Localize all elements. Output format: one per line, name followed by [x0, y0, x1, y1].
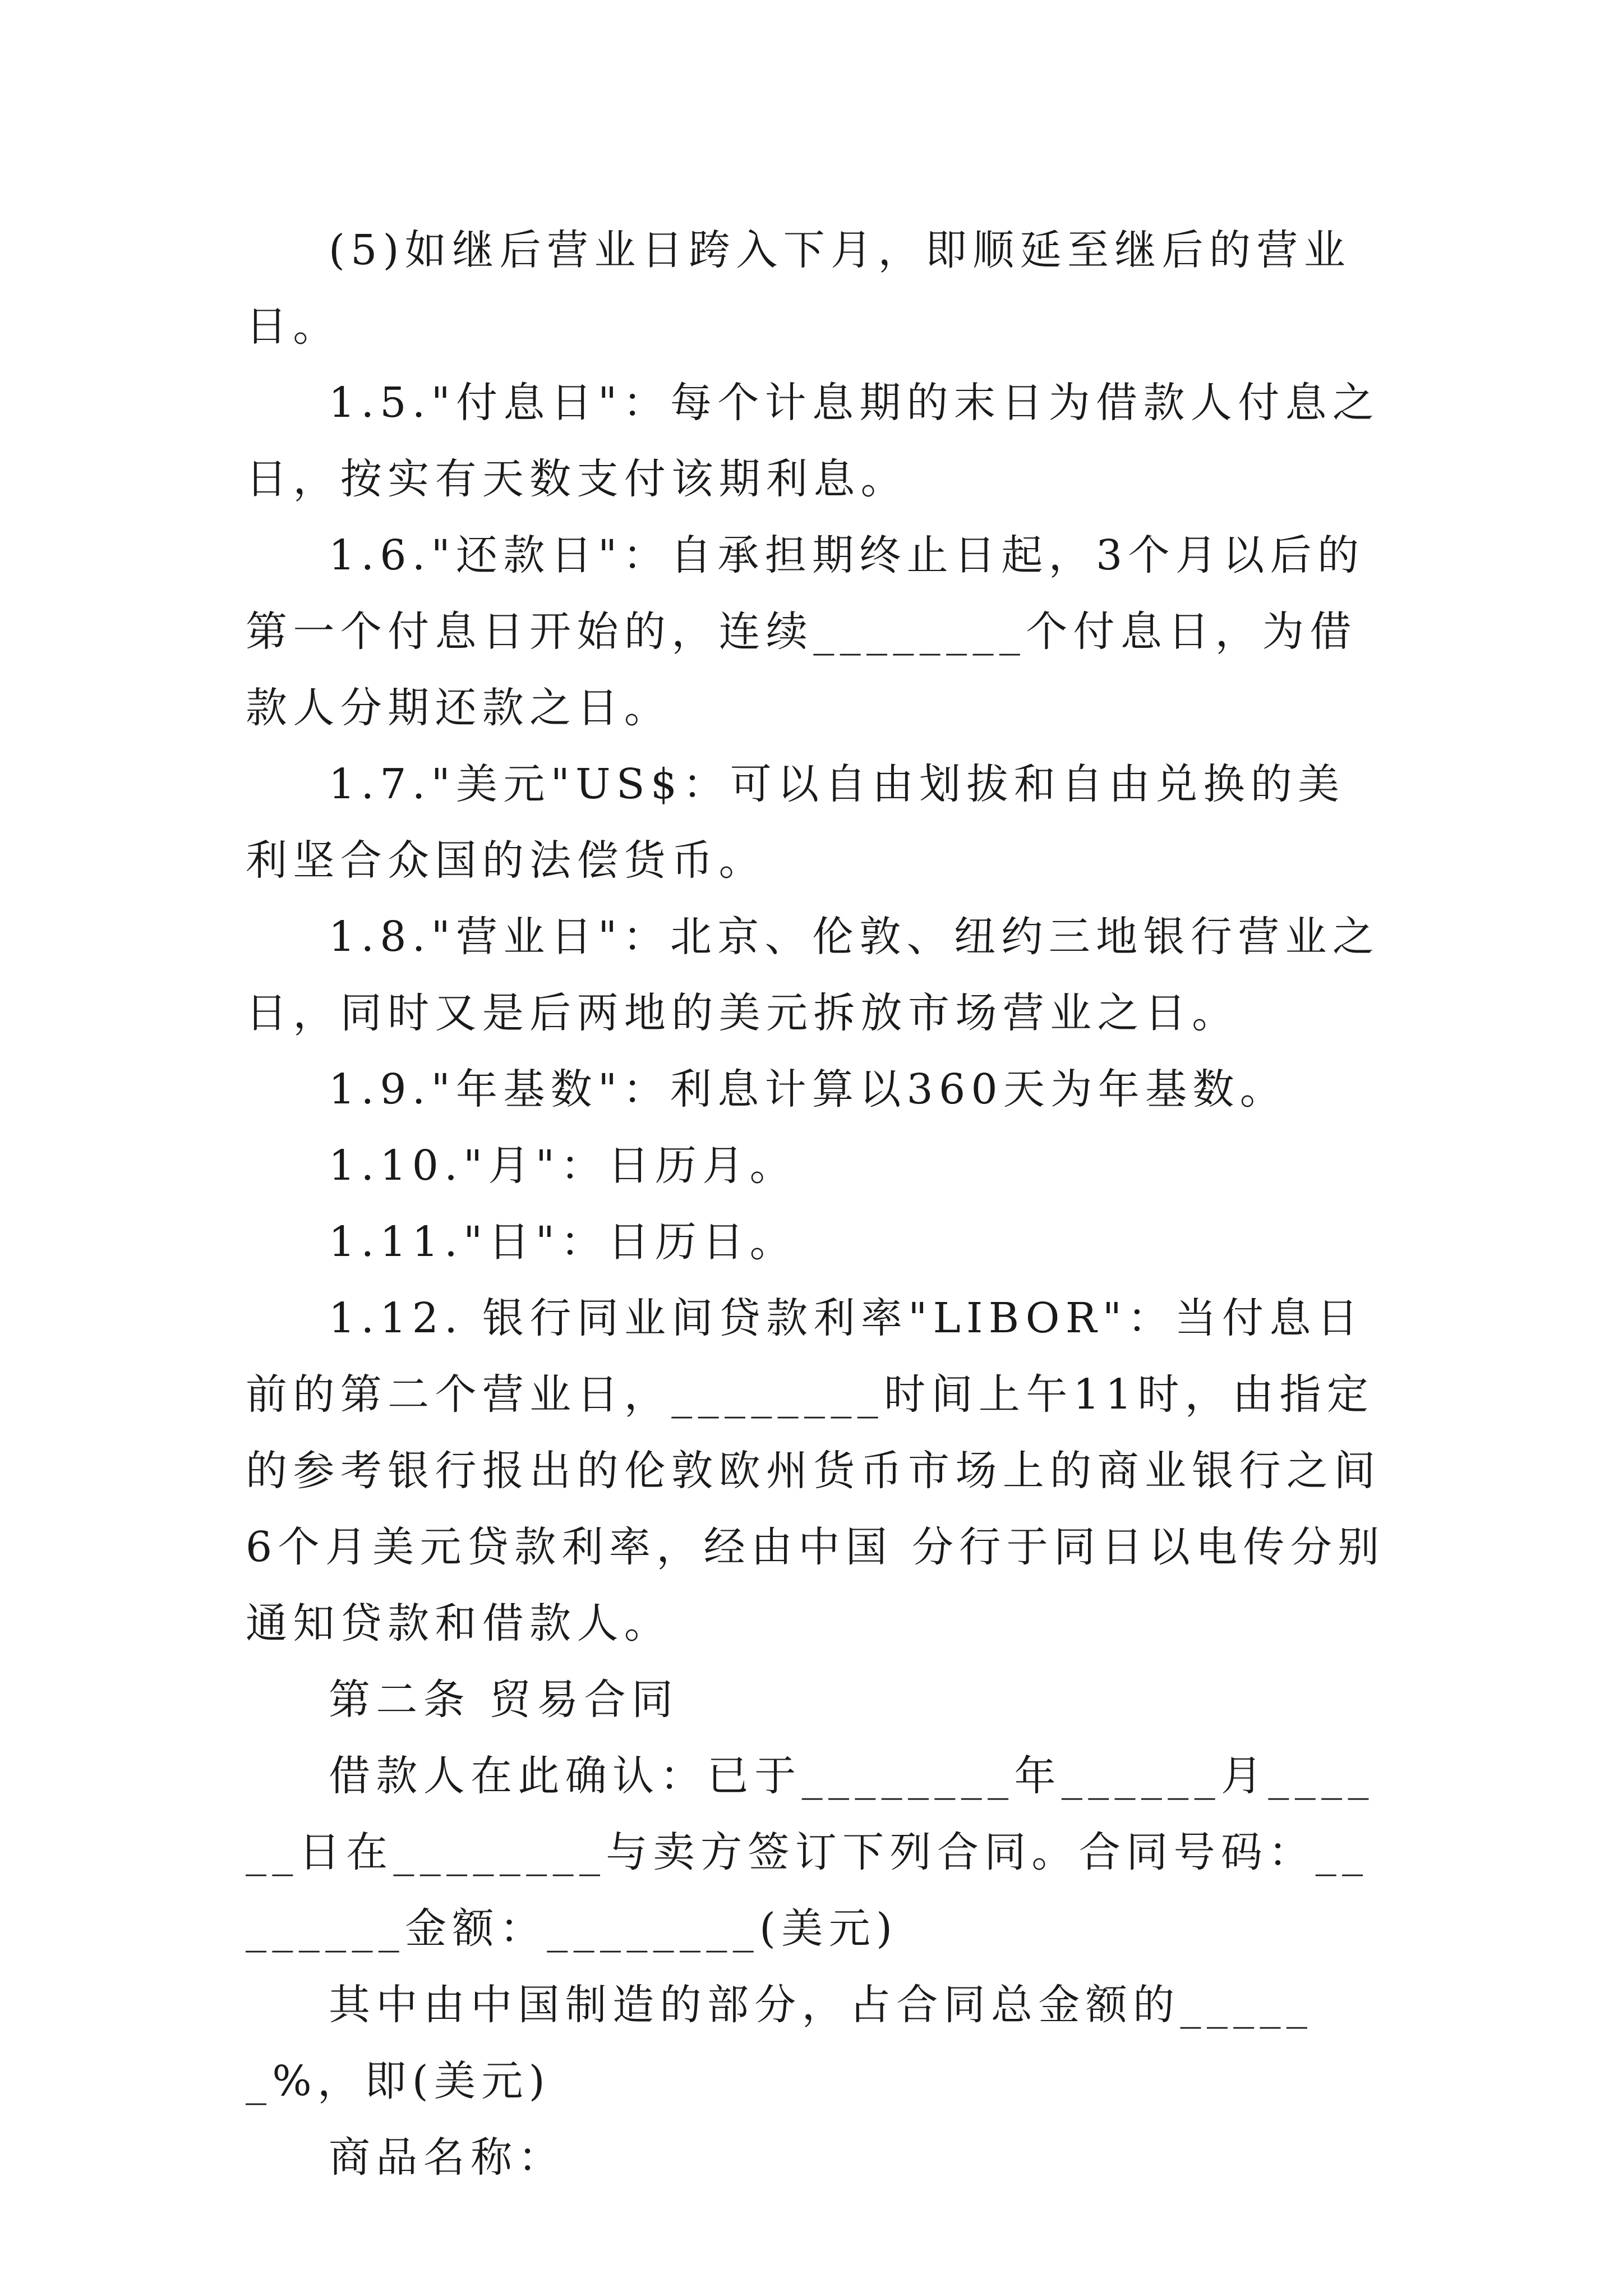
- paragraph-1-6-repayment-date: 1.6."还款日"：自承担期终止日起，3个月以后的第一个付息日开始的，连续________个付息日，为借款人分期还款之日。: [246, 531, 1365, 732]
- paragraph-1-11-day: 1.11."日"：日历日。: [329, 1218, 797, 1266]
- paragraph-goods-name: 商品名称：: [329, 2133, 565, 2182]
- paragraph-contract-confirmation: 借款人在此确认：已于________年______月______日在________与卖方签订下列合同。合同号码：________金额：________(美元): [246, 1752, 1375, 1953]
- document-body: [246, 212, 1390, 2196]
- paragraph-1-10-month: 1.10."月"：日历月。: [329, 1142, 797, 1190]
- paragraph-1-7-us-dollar: 1.7."美元"US$：可以自由划拔和自由兑换的美利坚合众国的法偿货币。: [246, 760, 1345, 885]
- paragraph-china-made-portion: 其中由中国制造的部分，占合同总金额的______%，即(美元): [246, 1981, 1313, 2105]
- paragraph-clause-5: (5)如继后营业日跨入下月，即顺延至继后的营业日。: [246, 226, 1352, 351]
- paragraph-1-9-year-basis: 1.9."年基数"：利息计算以360天为年基数。: [329, 1065, 1288, 1114]
- section-heading-article-2: 第二条 贸易合同: [329, 1676, 679, 1724]
- paragraph-1-12-libor: 1.12. 银行同业间贷款利率"LIBOR"：当付息日前的第二个营业日，________时间上午11时，由指定的参考银行报出的伦敦欧州货币市场上的商业银行之间6个月美元贷款利率，经由中国 分行于同日以电传分别通知贷款和借款人。: [246, 1294, 1385, 1648]
- paragraph-1-8-business-day: 1.8."营业日"：北京、伦敦、纽约三地银行营业之日，同时又是后两地的美元拆放市场营业之日。: [246, 913, 1380, 1037]
- paragraph-1-5-interest-payment-date: 1.5."付息日"：每个计息期的末日为借款人付息之日，按实有天数支付该期利息。: [246, 379, 1380, 503]
